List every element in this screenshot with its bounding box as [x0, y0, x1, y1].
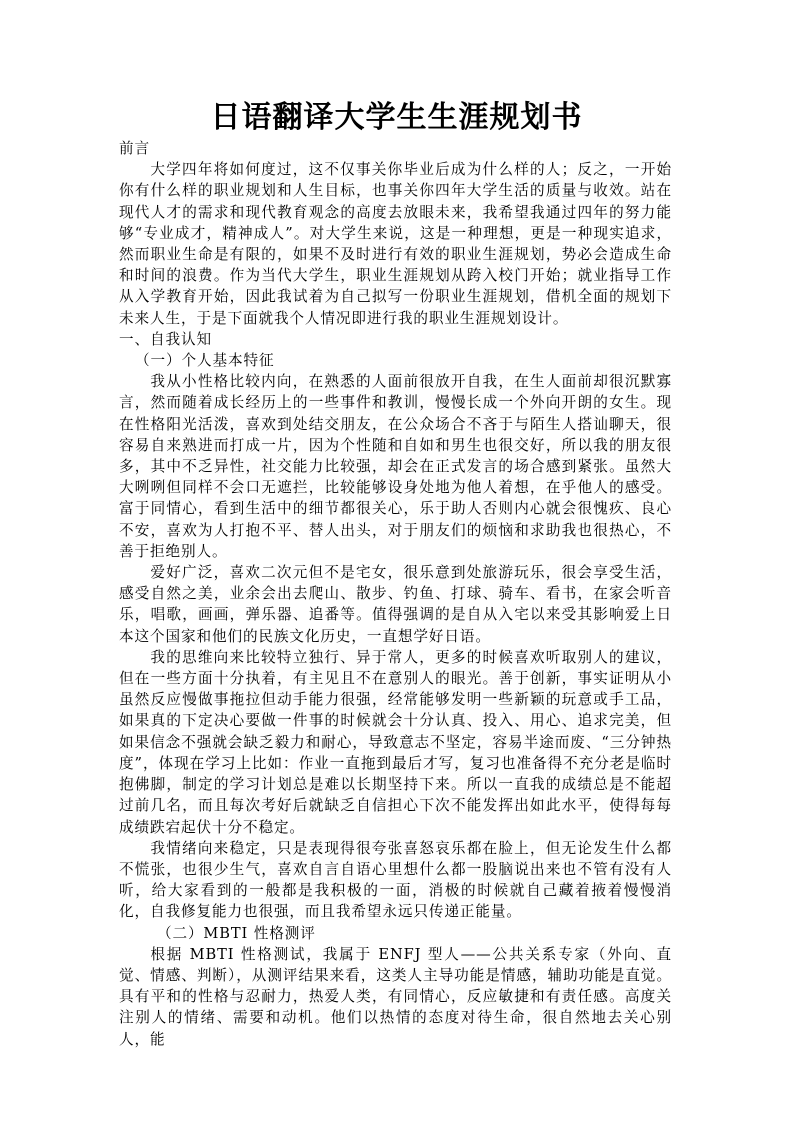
document-title: 日语翻译大学生生涯规划书 [210, 100, 583, 135]
preface-heading: 前言 [119, 140, 150, 157]
document-body [119, 138, 672, 1050]
paragraph-personality: 我从小性格比较内向，在熟悉的人面前很放开自我，在生人面前却很沉默寡言，然而随着成长经历上的一些事件和教训，慢慢长成一个外向开朗的女生。现在性格阳光活泼，喜欢到处结交朋友，在公众场合不吝于与陌生人搭讪聊天，很容易自来熟进而打成一片，因为个性随和自如和男生也很交好，所以我的朋友很多，其中不乏异性，社交能力比较强，却会在正式发言的场合感到紧张。虽然大大咧咧但同样不会口无遮拦，比较能够设身处地为他人着想，在乎他人的感受。富于同情心，看到生活中的细节都很关心，乐于助人否则内心就会很愧疚、良心不安，喜欢为人打抱不平、替人出头，对于朋友们的烦恼和求助我也很热心，不善于拒绝别人。 [119, 373, 672, 560]
preface-paragraph: 大学四年将如何度过，这不仅事关你毕业后成为什么样的人；反之，一开始你有什么样的职业规划和人生目标，也事关你四年大学生活的质量与收效。站在现代人才的需求和现代教育观念的高度去放眼未来，我希望我通过四年的努力能够“专业成才，精神成人”。对大学生来说，这是一种理想，更是一种现实追求，然而职业生命是有限的，如果不及时进行有效的职业生涯规划，势必会造成生命和时间的浪费。作为当代大学生，职业生涯规划从跨入校门开始；就业指导工作从入学教育开始，因此我试着为自己拟写一份职业生涯规划，借机全面的规划下未来人生，于是下面就我个人情况即进行我的职业生涯规划设计。 [119, 161, 672, 327]
section-heading-self-awareness: 一、自我认知 [119, 330, 212, 348]
paragraph-emotions: 我情绪向来稳定，只是表现得很夸张喜怒哀乐都在脸上，但无论发生什么都不慌张，也很少生气，喜欢自言自语心里想什么都一股脑说出来也不管有没有人听，给大家看到的一般都是我积极的一面，消极的时候就自己藏着掖着慢慢消化，自我修复能力也很强，而且我希望永远只传递正能量。 [119, 839, 672, 921]
paragraph-hobbies: 爱好广泛，喜欢二次元但不是宅女，很乐意到处旅游玩乐，很会享受生活，感受自然之美，业余会出去爬山、散步、钓鱼、打球、骑车、看书，在家会听音乐，唱歌，画画，弹乐器、追番等。值得强调的是自从入宅以来受其影响爱上日本这个国家和他们的民族文化历史，一直想学好日语。 [119, 564, 672, 645]
paragraph-thinking: 我的思维向来比较特立独行、异于常人，更多的时候喜欢听取别人的建议，但在一些方面十分执着，有主见且不在意别人的眼光。善于创新，事实证明从小虽然反应慢做事拖拉但动手能力很强，经常能够发明一些新颖的玩意或手工品，如果真的下定决心要做一件事的时候就会十分认真、投入、用心、追求完美，但如果信念不强就会缺乏毅力和耐心，导致意志不坚定，容易半途而废、“三分钟热度”，体现在学习上比如：作业一直拖到最后才写，复习也准备得不充分老是临时抱佛脚，制定的学习计划总是难以长期坚持下来。所以一直我的成绩总是不能超过前几名，而且每次考好后就缺乏自信担心下次不能发挥出如此水平，使得每每成绩跌宕起伏十分不稳定。 [119, 648, 672, 836]
paragraph-mbti: 根据 MBTI 性格测试，我属于 ENFJ 型人——公共关系专家（外向、直觉、情感、判断），从测评结果来看，这类人主导功能是情感，辅助功能是直觉。具有平和的性格与忍耐力，热爱人类，有同情心，反应敏捷和有责任感。高度关注别人的情绪、需要和动机。他们以热情的态度对待生命，很自然地去关心别人，能 [119, 945, 672, 1048]
subsection-heading-basic-traits: （一）个人基本特征 [135, 352, 275, 370]
subsection-heading-mbti: （二）MBTI 性格测评 [156, 924, 316, 942]
